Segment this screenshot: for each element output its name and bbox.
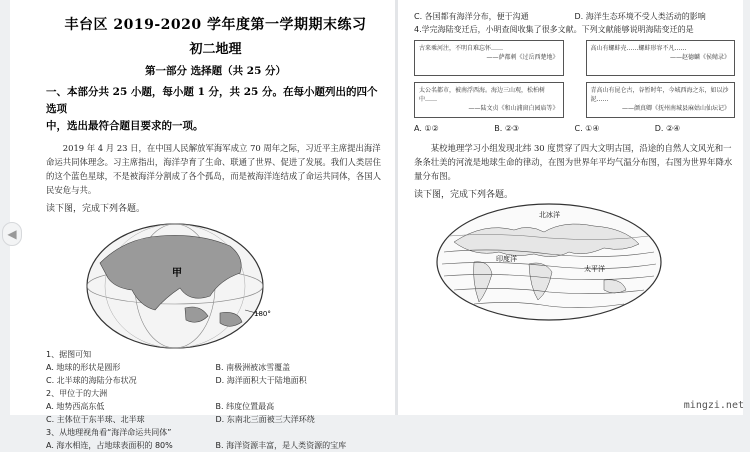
question-3-stem: 3、从地理视角看“海洋命运共同体” — [46, 428, 172, 437]
q1-option-b: B. 南极洲被冰雪覆盖 — [215, 363, 291, 372]
q2-option-d: D. 东南北三面被三大洋环绕 — [215, 415, 315, 424]
q3-option-b: B. 海洋资源丰富，是人类资源的宝库 — [215, 441, 347, 450]
globe-figure — [70, 218, 280, 348]
intro-paragraph: 2019 年 4 月 23 日，在中国人民解放军海军成立 70 周年之际，习近平主席提出海洋命运共同体理念。习主席指出，海洋孕育了生命、联通了世界、促进了发展。我们人类居住的这个蓝色星球，不是被海洋分割成了各个孤岛，而是被海洋连结成了命运共同体，各国人民安危与共。 — [46, 143, 381, 195]
literature-boxes — [414, 40, 735, 118]
q4-option-c: C. ①④ — [574, 124, 600, 133]
globe-illustration — [70, 218, 280, 348]
exam-title: 丰台区 2019-2020 学年度第一学期期末练习 — [64, 17, 367, 33]
q2-option-b: B. 纬度位置最高 — [215, 402, 275, 411]
read-instruction: 读下图，完成下列各题。 — [46, 204, 146, 214]
question-1 — [46, 348, 385, 387]
q4-option-b: B. ②③ — [494, 124, 520, 133]
question-3-options-cont — [414, 10, 735, 23]
section-heading: 第一部分 选择题（共 25 分） — [144, 65, 287, 77]
q1-option-c: C. 北半球的海陆分布状况 — [46, 376, 137, 385]
previous-page-arrow[interactable]: ◀ — [2, 222, 22, 246]
literature-box-4: 青高山有昆仑古，谷暂时年，今城西海之东，如以沙泥…… ——颜真卿《抚州南城县麻姑山仙坛记》 — [586, 82, 736, 118]
question-2 — [46, 387, 385, 426]
world-map-illustration — [434, 202, 664, 322]
instruction-line-2: 中，选出最符合题目要求的一项。 — [46, 120, 204, 132]
instruction-line-1: 一、本部分共 25 小题，每小题 1 分，共 25 分。在每小题列出的四个选项 — [46, 86, 378, 115]
question-4-options — [414, 122, 735, 135]
question-1-options — [46, 361, 385, 387]
exam-page-right — [398, 0, 743, 415]
read-instruction-2: 读下图，完成下列各题。 — [414, 190, 514, 200]
literature-box-3: 太公名都市，被南浮西海。海边三山观，松柏树中…… ——陆文贞《和山浦窗白园庙等》 — [414, 82, 564, 118]
q1-option-a: A. 地球的形状是圆形 — [46, 363, 121, 372]
question-3-options — [46, 439, 385, 452]
question-4-stem: 4.学完海陆变迁后，小明查阅收集了很多文献。下列文献能够说明海陆变迁的是 — [414, 25, 694, 34]
climate-paragraph: 某校地理学习小组发现北纬 30 度贯穿了四大文明古国，沿途的自然人文风光和一条条壮美的河流是地球生命的律动，在图为世界年平均气温分布图，右图为世界年降水量分布图。 — [414, 143, 733, 181]
globe-label-180: 180° — [254, 310, 271, 318]
question-1-stem: 1、据图可知 — [46, 350, 92, 359]
globe-label-jia: 甲 — [172, 268, 182, 279]
q3-option-c: C. 各国都有海洋分布，便于沟通 — [414, 12, 529, 21]
literature-box-2: 高山有螺蚌壳……螺蚌形容不凡…… ——赵德麟《侯鲭录》 — [586, 40, 736, 76]
question-2-stem: 2、甲位于的大洲 — [46, 389, 108, 398]
map-label-pacific: 太平洋 — [584, 265, 605, 273]
q4-option-d: D. ②④ — [654, 124, 681, 133]
map-label-indian: 印度洋 — [496, 255, 517, 263]
literature-box-1: 古来乘河注，不明自难忘怀…… ——萨都剌《过岳西楚地》 — [414, 40, 564, 76]
q4-option-a: A. ①② — [414, 124, 439, 133]
q2-option-a: A. 地势西高东低 — [46, 402, 105, 411]
world-temperature-map — [434, 202, 664, 322]
exam-subtitle: 初二地理 — [189, 42, 242, 57]
exam-page-left — [10, 0, 395, 450]
map-label-arctic: 北冰洋 — [539, 211, 560, 219]
q1-option-d: D. 海洋面积大于陆地面积 — [215, 376, 307, 385]
q3-option-a: A. 海水相连，占地球表面积的 80% — [46, 441, 173, 450]
question-2-options — [46, 400, 385, 426]
question-3 — [46, 426, 385, 452]
q3-option-d: D. 海洋生态环境不受人类活动的影响 — [574, 12, 706, 21]
watermark: mingzi.net — [683, 400, 744, 411]
q2-option-c: C. 主体位于东半球、北半球 — [46, 415, 145, 424]
